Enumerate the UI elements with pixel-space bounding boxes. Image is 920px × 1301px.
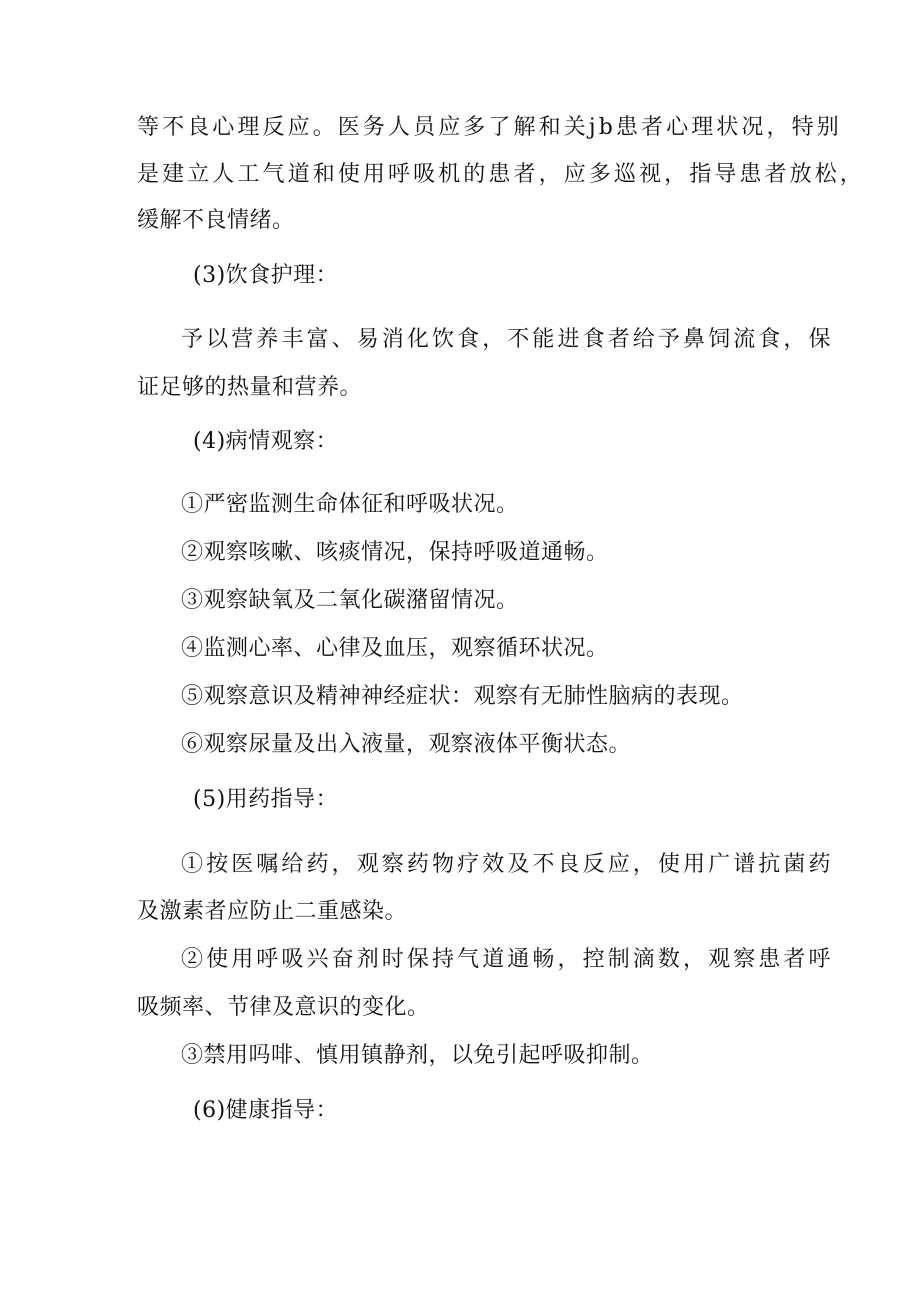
list-item: ⑤观察意识及精神神经症状：观察有无肺性脑病的表现。 (181, 684, 744, 709)
list-item: ④监测心率、心律及血压，观察循环状况。 (181, 636, 609, 661)
section-heading-health: (6)健康指导： (193, 1098, 339, 1123)
paragraph-line: 等不良心理反应。医务人员应多了解和关jb患者心理状况，特别 (137, 115, 842, 140)
paragraph-line: 是建立人工气道和使用呼吸机的患者，应多巡视，指导患者放松， (137, 162, 865, 187)
paragraph-line: 及激素者应防止二重感染。 (137, 899, 408, 924)
section-heading-observation: (4)病情观察： (193, 429, 339, 454)
list-item: ⑥观察尿量及出入液量，观察液体平衡状态。 (181, 732, 632, 757)
list-item: ③观察缺氧及二氧化碳潴留情况。 (181, 588, 519, 613)
section-heading-medication: (5)用药指导： (193, 787, 339, 812)
list-item: ②观察咳嗽、咳痰情况，保持呼吸道通畅。 (181, 540, 609, 565)
section-heading-diet: (3)饮食护理： (193, 263, 339, 288)
paragraph-line: 吸频率、节律及意识的变化。 (137, 995, 430, 1020)
list-item: ③禁用吗啡、慎用镇静剂，以免引起呼吸抑制。 (181, 1043, 654, 1068)
paragraph-line: 证足够的热量和营养。 (137, 375, 363, 400)
paragraph-line: 缓解不良情绪。 (137, 208, 295, 233)
list-item: ②使用呼吸兴奋剂时保持气道通畅，控制滴数，观察患者呼 (181, 947, 834, 972)
list-item: ①严密监测生命体征和呼吸状况。 (181, 492, 519, 517)
list-item: ①按医嘱给药，观察药物疗效及不良反应，使用广谱抗菌药 (181, 852, 834, 877)
paragraph-line: 予以营养丰富、易消化饮食，不能进食者给予鼻饲流食，保 (181, 327, 834, 352)
